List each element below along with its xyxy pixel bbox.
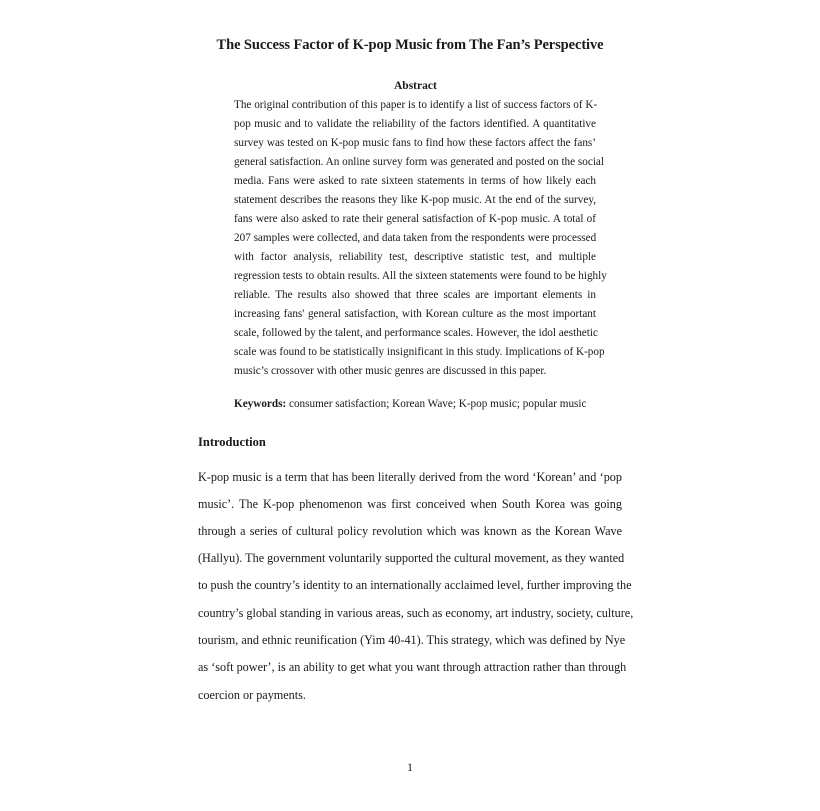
- abstract-line: with factor analysis, reliability test, descriptive statistic test, and multiple: [234, 251, 596, 263]
- abstract-line: pop music and to validate the reliability of the factors identified. A quantitative: [234, 118, 596, 130]
- body-line: (Hallyu). The government voluntarily supported the cultural movement, as they wanted: [198, 551, 625, 565]
- body-line: through a series of cultural policy revolution which was known as the Korean Wave: [198, 524, 622, 538]
- body-line: K-pop music is a term that has been literally derived from the word ‘Korean’ and ‘pop: [198, 470, 622, 484]
- keywords-label: Keywords:: [234, 398, 287, 410]
- abstract-line: media. Fans were asked to rate sixteen statements in terms of how likely each: [234, 175, 596, 187]
- abstract-line: fans were also asked to rate their general satisfaction of K-pop music. A total of: [234, 213, 596, 225]
- keywords: [234, 398, 586, 410]
- abstract-line: The original contribution of this paper is to identify a list of success factors of K-: [234, 99, 598, 111]
- body-line: music’. The K-pop phenomenon was first conceived when South Korea was going: [198, 497, 622, 511]
- abstract-line: music’s crossover with other music genres are discussed in this paper.: [234, 365, 547, 377]
- introduction-heading: Introduction: [198, 435, 266, 449]
- abstract-line: 207 samples were collected, and data taken from the respondents were processed: [234, 232, 597, 244]
- body-line: as ‘soft power’, is an ability to get what you want through attraction rather than through: [198, 660, 627, 674]
- abstract-line: statement describes the reasons they like K-pop music. At the end of the survey,: [234, 194, 596, 206]
- abstract-line: general satisfaction. An online survey form was generated and posted on the social: [234, 156, 605, 168]
- abstract-line: regression tests to obtain results. All the sixteen statements were found to be highly: [234, 270, 607, 282]
- paper-title: The Success Factor of K-pop Music from The Fan’s Perspective: [216, 37, 604, 53]
- abstract-line: increasing fans' general satisfaction, with Korean culture as the most important: [234, 308, 596, 320]
- body-line: coercion or payments.: [198, 688, 306, 702]
- body-line: country’s global standing in various areas, such as economy, art industry, society, culture,: [198, 606, 634, 620]
- abstract-line: scale, followed by the talent, and performance scales. However, the idol aesthetic: [234, 327, 598, 339]
- page-number: 1: [407, 760, 413, 774]
- abstract-heading: Abstract: [394, 80, 437, 92]
- abstract-line: scale was found to be statistically insignificant in this study. Implications of K-pop: [234, 346, 605, 358]
- abstract-line: reliable. The results also showed that three scales are important elements in: [234, 289, 596, 301]
- abstract-line: survey was tested on K-pop music fans to find how these factors affect the fans’: [234, 137, 596, 149]
- body-line: to push the country’s identity to an internationally acclaimed level, further improving the: [198, 578, 632, 592]
- keywords-text: consumer satisfaction; Korean Wave; K-pop music; popular music: [286, 398, 587, 410]
- body-line: tourism, and ethnic reunification (Yim 40-41). This strategy, which was defined by Nye: [198, 633, 626, 647]
